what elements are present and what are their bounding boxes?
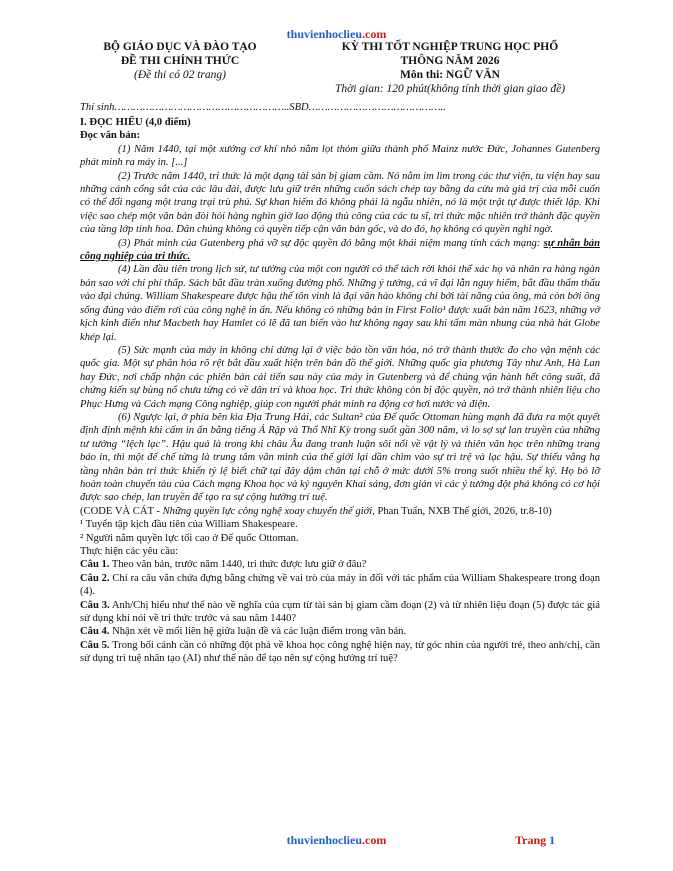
task-intro: Thực hiện các yêu cầu: <box>80 546 179 557</box>
page-count-note: (Đề thi có 02 trang) <box>134 69 226 81</box>
paragraph-6: (6) Ngược lại, ở phía bên kia Địa Trung Hải, các Sultan² của Đế quốc Ottoman hùng mạnh đã đưa ra một quyết định định mệnh khi cấm in ấn bằng tiếng Ả Rập và Thổ Nhĩ Kỳ trong suốt gần 300 năm, vì lo sợ sự lan truyền của những tư tưởng “lệch lạc”. Hậu quả là trong khi châu Âu đang tranh luận sôi nổi về vật lý và thiên văn học trên những trang báo in, thì một đế chế từng là trung tâm văn minh của thế giới lại dần chìm vào sự trì trệ và lạc hậu. Sự thiếu vắng hạ tầng nhân bản tri thức khiến tỷ lệ biết chữ tại đây dậm chân tại chỗ ở mức dưới 5% trong suốt nhiều thế kỷ. Họ bỏ lỡ hoàn toàn chuyến tàu của Cách mạng Khoa học và kỷ nguyên Khai sáng, đơn giản vì các ý tưởng đột phá không có cơ hội được sao chép, lan truyền để tạo ra sự cộng hưởng trí tuệ. <box>80 411 600 504</box>
footnote-1: ¹ Tuyển tập kịch đầu tiên của William Shakespeare. <box>80 519 298 531</box>
site-tld: .com <box>362 27 387 41</box>
paragraph-4: (4) Lần đầu tiên trong lịch sử, tư tưởng của một con người có thể tách rời khỏi thể xác họ và nhân ra hàng ngàn bản sao với chi phí thấp. Sách bắt đầu tràn xuống đường phố. Những ý tưởng, cả vĩ đại lẫn nguy hiểm, bắt đầu thẩm thấu vào đại chúng. William Shakespeare được hậu thế tôn vinh là đại văn hào không chỉ bởi tài năng của ông, mà còn bởi ông sống đúng vào điểm rơi của công nghệ in ấn. Nếu không có những bản in First Folio¹ được xuất bản năm 1623, những vở kịch kinh điển như Macbeth hay Hamlet có lẽ đã tan biến vào hư không ngay sau khi tấm màn nhung của nhà hát Globe khép lại. <box>80 264 600 343</box>
question-3 <box>80 599 600 626</box>
site-name: thuvienhoclieu <box>286 27 363 41</box>
question-5-label: Câu 5. <box>80 639 110 651</box>
question-4 <box>80 625 600 638</box>
question-3-text: Anh/Chị hiểu như thế nào về nghĩa của cụm từ tài sản bị giam cầm đoạn (2) và từ nhiên liệu đoạn (5) được tác giả sử dụng khi nói về tri thức trước và sau năm 1440? <box>80 599 600 625</box>
question-1-label: Câu 1. <box>80 559 110 571</box>
exam-title-line1: KỲ THI TỐT NGHIỆP TRUNG HỌC PHỔ <box>341 41 559 53</box>
question-4-label: Câu 4. <box>80 626 110 638</box>
footer-site-tld: .com <box>362 833 387 847</box>
ministry-name: BỘ GIÁO DỤC VÀ ĐÀO TẠO <box>103 41 257 53</box>
paragraph-5: (5) Sức mạnh của máy in không chỉ dừng lại ở việc bảo tồn văn hóa, nó trở thành thước đo cho vận mệnh các quốc gia. Một sự phân hóa rõ rệt bắt đầu xuất hiện trên bản đồ thế giới. Những quốc gia phương Tây như Anh, Hà Lan hay Đức, nơi chấp nhận các phiên bản cải tiến sau này của máy in Gutenberg và để chúng vận hành hết công suất, đã chứng kiến sự bùng nổ chưa từng có về dân trí và khoa học. Tri thức không còn bị độc quyền, nó trở thành nhiên liệu cho Phục Hưng và Cách mạng Công nghiệp, giúp con người phát minh ra động cơ hơi nước và điện. <box>80 344 600 410</box>
exam-subject: Môn thi: NGỮ VĂN <box>400 69 500 81</box>
header-left <box>80 40 280 82</box>
page-label: Trang <box>515 833 547 847</box>
site-watermark-bottom <box>0 833 673 848</box>
read-label: Đọc văn bản: <box>80 130 141 142</box>
question-5-text: Trong bối cảnh cần có những đột phá về khoa học công nghệ hiện nay, từ góc nhìn của người trẻ, theo anh/chị, cần sử dụng trí tuệ nhân tạo (AI) như thế nào để tạo nên sự cộng hưởng trí tuệ? <box>80 639 600 665</box>
citation-title: Những quyền lực công nghệ xoay chuyển thế giới, <box>162 505 375 517</box>
paragraph-1: (1) Năm 1440, tại một xưởng cơ khí nhỏ nằm lọt thỏm giữa thành phố Mainz nước Đức, Johannes Gutenberg phát minh ra máy in. [...] <box>80 143 600 169</box>
exam-status: ĐỀ THI CHÍNH THỨC <box>120 55 240 67</box>
candidate-line: Thí sinh………………………………………………..SBD…………………………………….. <box>80 102 446 113</box>
question-3-label: Câu 3. <box>80 599 110 611</box>
question-4-text: Nhận xét về mối liên hệ giữa luận đề và các luận điểm trong văn bản. <box>109 626 407 638</box>
question-1 <box>80 558 600 571</box>
question-1-text: Theo văn bản, trước năm 1440, tri thức được lưu giữ ở đâu? <box>109 559 367 571</box>
exam-time: Thời gian: 120 phút(không tính thời gian giao đề) <box>334 83 566 95</box>
citation-source: (CODE VÀ CÁT - <box>80 505 163 517</box>
section-title: I. ĐỌC HIỂU (4,0 điểm) <box>80 117 191 128</box>
citation <box>80 505 600 518</box>
exam-body <box>80 116 600 666</box>
question-2 <box>80 572 600 599</box>
citation-publisher: Phan Tuấn, NXB Thế giới, 2026, tr.8-10) <box>374 505 552 517</box>
footer-site-name: thuvienhoclieu <box>286 833 363 847</box>
exam-title-line2: THÔNG NĂM 2026 <box>400 55 500 67</box>
paragraph-3-emphasis: sự nhân bản công nghiệp của tri thức. <box>80 237 600 263</box>
header-right <box>300 40 600 96</box>
question-5 <box>80 639 600 666</box>
question-2-text: Chỉ ra câu văn chứa đựng bằng chứng về vai trò của máy in đối với tác phẩm của William Shakespeare trong đoạn (4). <box>80 572 601 598</box>
page-number-value: 1 <box>549 833 556 847</box>
paragraph-2: (2) Trước năm 1440, tri thức là một dạng tài sản bị giam cầm. Nó nằm im lìm trong các thư viện, tu viện hay sau những cánh cổng sắt của các lâu đài, được lưu giữ trên những cuốn sách chép tay bằng da cừu mà giá trị của mỗi cuốn có thể đổi ngang một trang trại trù phú. Sự khan hiếm đó không phải là ngẫu nhiên, nó là một trật tự được thiết lập. Khi việc sao chép một văn bản đòi hỏi hàng nghìn giờ lao động thủ công của các tu sĩ, tri thức mặc nhiên trở thành đặc quyền của tầng lớp tinh hoa. Dân chúng không có quyền tiếp cận văn bản gốc, và do đó, họ không có quyền nghi ngờ. <box>80 170 600 236</box>
paragraph-3-text: (3) Phát minh của Gutenberg phá vỡ sự độc quyền đó bằng một khái niệm mang tính cách mạng: <box>118 237 544 249</box>
footnote-2: ² Người nắm quyền lực tối cao ở Đế quốc Ottoman. <box>80 532 299 544</box>
question-2-label: Câu 2. <box>80 572 110 584</box>
paragraph-3 <box>80 237 600 264</box>
page-number <box>515 833 555 848</box>
